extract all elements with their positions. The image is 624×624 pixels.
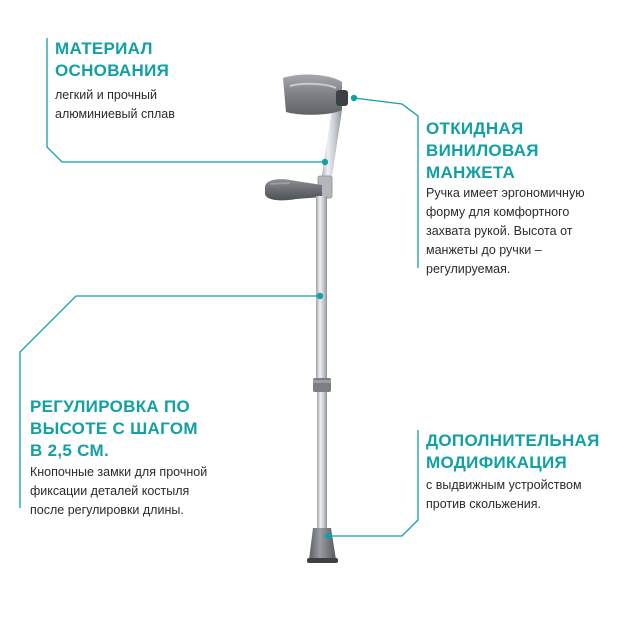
material-title-line-2: ОСНОВАНИЯ [55,61,170,80]
tip-text-line-2: против скольжения. [426,497,542,511]
tip-text-line-1: с выдвижным устройством [426,478,582,492]
height-text-line-1: Кнопочные замки для прочной [30,465,208,479]
height-title-line-1: РЕГУЛИРОВКА ПО [30,397,191,416]
height-title-line-2: ВЫСОТЕ С ШАГОМ [30,419,198,438]
material-title [55,38,169,82]
cuff-title-line-1: ОТКИДНАЯ [426,119,524,138]
handle-grip [265,179,322,200]
cuff-text-line-1: Ручка имеет эргономичную [426,186,585,200]
cuff-text-line-3: захвата рукой. Высота от [426,224,573,238]
tip-title [426,430,600,474]
cuff-title [426,118,539,184]
cuff-description [426,184,585,279]
cuff-text-line-4: манжеты до ручки – [426,243,542,257]
height-title-line-3: В 2,5 СМ. [30,441,109,460]
main-tube [316,196,327,378]
material-description [55,86,175,124]
material-title-line-1: МАТЕРИАЛ [55,39,153,58]
cuff-title-line-2: ВИНИЛОВАЯ [426,141,539,160]
height-description [30,463,207,520]
tip-title-line-1: ДОПОЛНИТЕЛЬНАЯ [426,431,600,450]
rubber-tip [307,528,338,563]
height-text-line-3: после регулировки длины. [30,503,184,517]
tip-description [426,476,582,514]
height-text-line-2: фиксации деталей костыля [30,484,190,498]
cuff-shape [283,75,348,115]
tip-title-line-2: МОДИФИКАЦИЯ [426,453,568,472]
height-title [30,396,198,462]
cuff-text-line-5: регулируемая. [426,262,511,276]
material-text-line-1: легкий и прочный [55,88,157,102]
cuff-title-line-3: МАНЖЕТА [426,163,516,182]
adjustment-collar [313,378,331,392]
material-text-line-2: алюминиевый сплав [55,107,175,121]
lower-tube [317,392,327,528]
cuff-text-line-2: форму для комфортного [426,205,570,219]
